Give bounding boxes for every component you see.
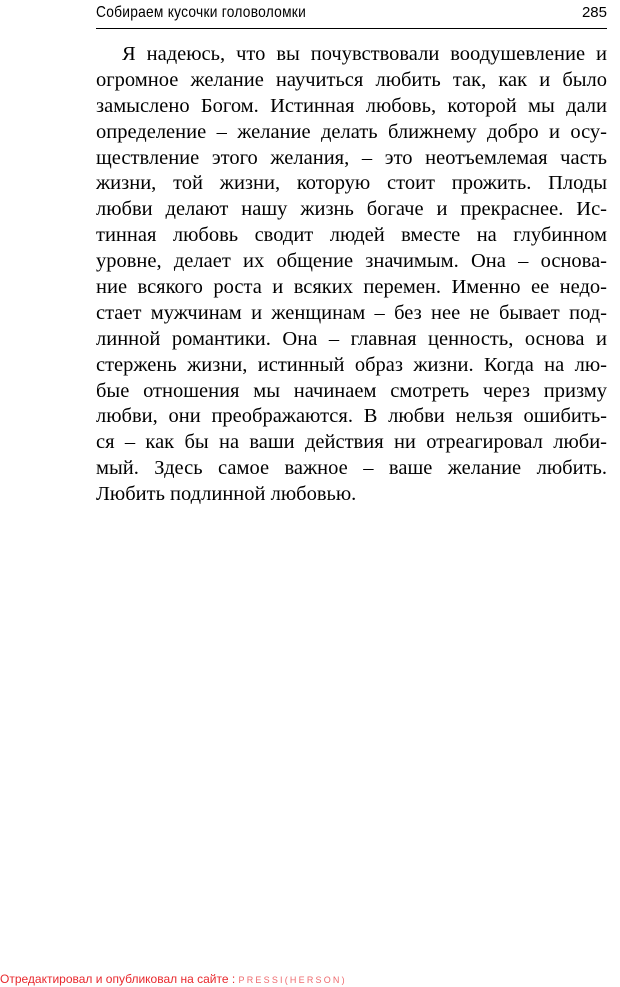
running-header-title: Собираем кусочки головоломки [96, 4, 307, 21]
paragraph-line: определение – желание делать ближнему добро и осу- [96, 120, 607, 143]
footer-credit-text: Отредактировал и опубликовал на сайте : [0, 972, 239, 986]
paragraph-line: стает мужчинам и женщинам – без нее не бывает под- [96, 301, 607, 324]
paragraph-line: Любить подлинной любовью. [96, 483, 357, 506]
paragraph-line: стержень жизни, истинный образ жизни. Когда на лю- [96, 353, 607, 376]
paragraph-line: замыслено Богом. Истинная любовь, которой мы дали [96, 94, 607, 117]
paragraph-line: тинная любовь сводит людей вместе на глубинном [96, 224, 607, 247]
paragraph-line: огромное желание научиться любить так, как и было [96, 68, 607, 91]
paragraph-line: любви, они преображаются. В любви нельзя ошибить- [96, 405, 607, 428]
body-paragraph [96, 42, 607, 508]
paragraph-line: линной романтики. Она – главная ценность, основа и [96, 327, 607, 350]
paragraph-line: уровне, делает их общение значимым. Она – основа- [96, 250, 607, 273]
paragraph-line: мый. Здесь самое важное – ваше желание любить. [96, 457, 607, 480]
paragraph-line: Я надеюсь, что вы почувствовали воодушевление и [122, 43, 607, 65]
paragraph-line: любви делают нашу жизнь богаче и прекраснее. Ис- [96, 198, 607, 221]
paragraph-line: ществление этого желания, – это неотъемлемая часть [96, 146, 607, 169]
paragraph-line: ся – как бы на ваши действия ни отреагировал люби- [96, 431, 607, 454]
page-number: 285 [581, 4, 607, 21]
running-header [96, 2, 607, 29]
footer-site-link[interactable]: PRESSI(HERSON) [238, 975, 347, 985]
paragraph-line: жизни, той жизни, которую стоит прожить. Плоды [96, 172, 607, 195]
footer-credit [0, 972, 347, 986]
paragraph-line: ние всякого роста и всяких перемен. Именно ее недо- [96, 276, 607, 299]
paragraph-line: бые отношения мы начинаем смотреть через призму [96, 379, 607, 402]
